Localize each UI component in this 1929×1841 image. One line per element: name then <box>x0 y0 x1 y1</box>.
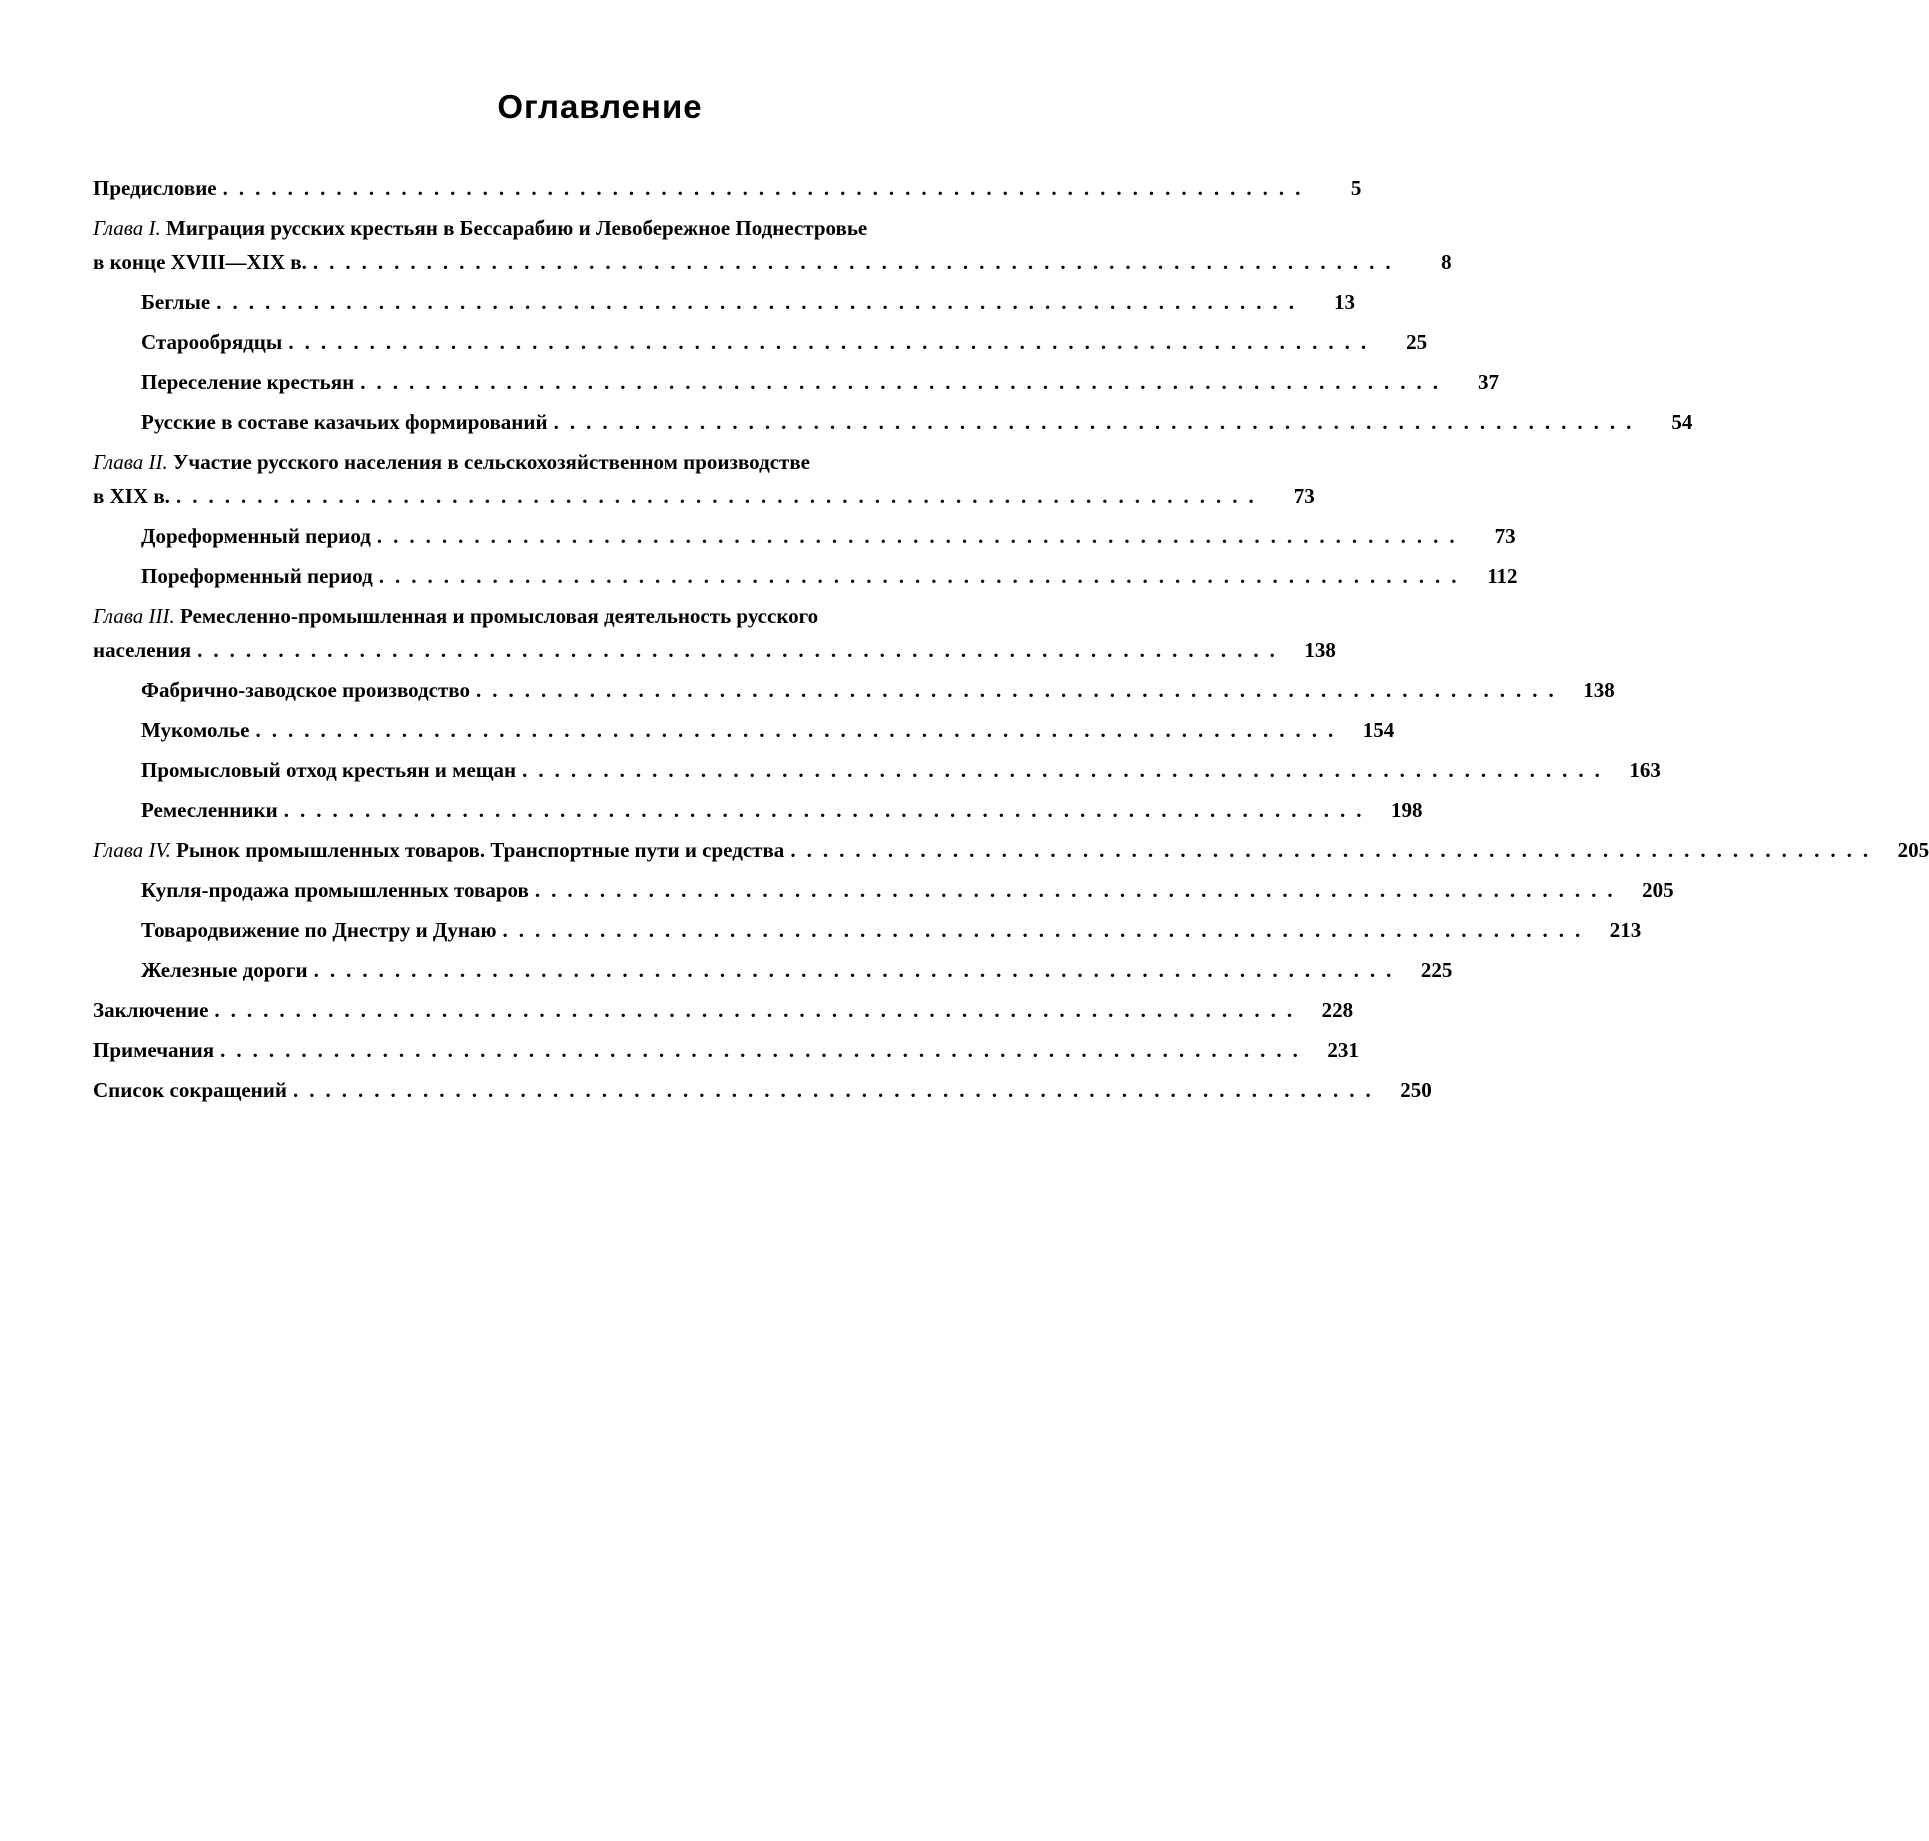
toc-page-number: 205 <box>1897 838 1929 862</box>
chapter-title-line: Миграция русских крестьян в Бессарабию и Левобережное Поднестровье <box>165 216 868 240</box>
toc-entry-section <box>93 556 1518 596</box>
leader-dots: ................................................................... <box>255 718 1345 742</box>
toc-entry-label: Список сокращений <box>93 1078 287 1102</box>
table-of-contents <box>93 168 1929 1110</box>
toc-page-number: 73 <box>1293 484 1315 508</box>
leader-dots: ................................................................... <box>175 484 1265 508</box>
toc-entry-notes <box>93 1030 1359 1070</box>
toc-page-number: 154 <box>1362 718 1395 742</box>
toc-entry-label: Товародвижение по Днестру и Дунаю <box>141 918 497 942</box>
toc-entry-label: Предисловие <box>93 176 217 200</box>
leader-dots: ................................................................... <box>288 330 1378 354</box>
toc-page-number: 112 <box>1487 564 1518 588</box>
toc-page-number: 8 <box>1441 250 1452 274</box>
toc-entry-label: населения <box>93 638 192 662</box>
leader-dots: ................................................................... <box>790 838 1880 862</box>
leader-dots: ................................................................... <box>197 638 1286 662</box>
toc-page-number: 250 <box>1400 1078 1432 1102</box>
toc-entry-label: Старообрядцы <box>141 330 283 354</box>
chapter-title-line: Ремесленно-промышленная и промысловая деятельность русского <box>179 604 819 628</box>
toc-entry-section <box>93 910 1642 950</box>
toc-entry-abbreviations <box>93 1070 1432 1110</box>
toc-page-number: 37 <box>1478 370 1499 394</box>
toc-page-number: 225 <box>1420 958 1453 982</box>
toc-entry-label: Дореформенный период <box>141 524 371 548</box>
leader-dots: ................................................................... <box>476 678 1565 702</box>
toc-entry-label <box>93 830 784 870</box>
leader-dots: ................................................................... <box>312 250 1402 274</box>
leader-dots: ................................................................... <box>222 176 1312 200</box>
leader-dots: ................................................................... <box>216 290 1305 314</box>
toc-entry-label: Ремесленники <box>141 798 278 822</box>
toc-page-number: 213 <box>1609 918 1642 942</box>
leader-dots: ................................................................... <box>502 918 1592 942</box>
toc-entry-section <box>93 516 1516 556</box>
toc-entry-label: Переселение крестьян <box>141 370 355 394</box>
toc-entry-label: Пореформенный период <box>141 564 373 588</box>
toc-page-number: 163 <box>1629 758 1661 782</box>
toc-entry-section <box>93 790 1423 830</box>
chapter-number: Глава I. <box>93 216 161 240</box>
leader-dots: ................................................................... <box>283 798 1373 822</box>
leader-dots: ................................................................... <box>522 758 1611 782</box>
page-title: Оглавление <box>497 88 703 125</box>
toc-page-number: 231 <box>1327 1038 1359 1062</box>
toc-entry-label: Русские в составе казачьих формирований <box>141 410 548 434</box>
toc-page-number: 138 <box>1304 638 1336 662</box>
toc-page-number: 205 <box>1642 878 1674 902</box>
toc-entry-section <box>93 950 1453 990</box>
toc-page-number: 138 <box>1583 678 1615 702</box>
leader-dots: ................................................................... <box>292 1078 1382 1102</box>
leader-dots: ................................................................... <box>313 958 1403 982</box>
toc-entry-label: Мукомолье <box>141 718 250 742</box>
toc-page-number: 25 <box>1406 330 1428 354</box>
toc-entry-chapter-1 <box>93 242 1452 282</box>
toc-entry-section <box>93 710 1395 750</box>
toc-page-number: 13 <box>1333 290 1355 314</box>
leader-dots: ................................................................... <box>214 998 1304 1022</box>
toc-entry-section <box>93 750 1661 790</box>
toc-entry-label: Примечания <box>93 1038 215 1062</box>
toc-entry-label: Фабрично-заводское производство <box>141 678 470 702</box>
leader-dots: ................................................................... <box>534 878 1624 902</box>
toc-entry-label: в конце XVIII—XIX в. <box>93 250 307 274</box>
toc-page-number: 73 <box>1494 524 1516 548</box>
leader-dots: ................................................................... <box>378 564 1468 588</box>
toc-entry-label: Промысловый отход крестьян и мещан <box>141 758 517 782</box>
toc-page-number: 5 <box>1350 176 1362 200</box>
toc-entry-label: Заключение <box>93 998 209 1022</box>
toc-page-number: 228 <box>1321 998 1354 1022</box>
toc-entry-section <box>93 282 1355 322</box>
toc-entry-section <box>93 402 1693 442</box>
leader-dots: ................................................................... <box>360 370 1449 394</box>
toc-page-number: 198 <box>1390 798 1423 822</box>
chapter-number: Глава II. <box>93 450 168 474</box>
chapter-title: Рынок промышленных товаров. Транспортные пути и средства <box>176 838 785 862</box>
leader-dots: ................................................................... <box>220 1038 1309 1062</box>
leader-dots: ................................................................... <box>553 410 1643 434</box>
chapter-number: Глава IV. <box>93 838 171 862</box>
chapter-number: Глава III. <box>93 604 175 628</box>
chapter-title-line: Участие русского населения в сельскохозяйственном производстве <box>172 450 810 474</box>
toc-entry-chapter-2 <box>93 476 1315 516</box>
toc-entry-section <box>93 870 1674 910</box>
toc-entry-chapter-4 <box>93 830 1929 870</box>
toc-entry-label: в XIX в. <box>93 484 170 508</box>
leader-dots: ................................................................... <box>376 524 1466 548</box>
toc-entry-conclusion <box>93 990 1354 1030</box>
toc-page-number: 54 <box>1671 410 1693 434</box>
toc-entry-section <box>93 362 1499 402</box>
toc-entry-chapter-3 <box>93 630 1336 670</box>
toc-entry-section <box>93 670 1615 710</box>
toc-entry-label: Беглые <box>141 290 211 314</box>
toc-entry-section <box>93 322 1428 362</box>
toc-entry-preface <box>93 168 1362 208</box>
toc-entry-label: Купля-продажа промышленных товаров <box>141 878 529 902</box>
toc-entry-label: Железные дороги <box>141 958 308 982</box>
